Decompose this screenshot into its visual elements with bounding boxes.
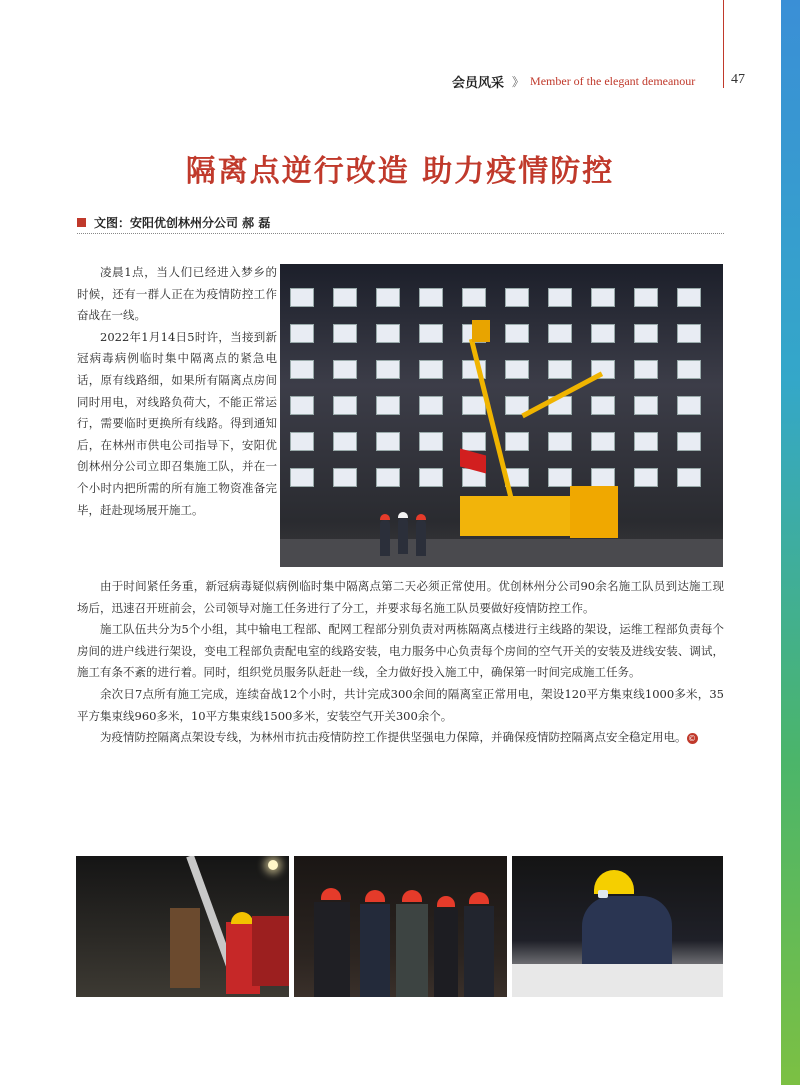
helmet-icon xyxy=(437,896,455,907)
building-window xyxy=(376,288,400,307)
byline-square-icon xyxy=(77,218,86,227)
paragraph: 施工队伍共分为5个小组，其中输电工程部、配网工程部分别负责对两栋隔离点楼进行主线路的架设，运维工程部负责每个房间的进户线进行架设，变电工程部负责配电室的线路安装，电力服务中心负责每个房间的空气开关的安装及进线安装、调试，施工有条不紊的进行着。同时，组织党员服务队赶赴一线，全力做好投入施工中，确保第一时间完成施工任务。 xyxy=(77,622,724,680)
worker-figure xyxy=(464,906,494,997)
photo-worker-writing xyxy=(512,856,723,997)
worker-figure xyxy=(170,908,200,988)
page-number: 47 xyxy=(731,72,745,87)
building-window xyxy=(333,324,357,343)
building-window xyxy=(591,432,615,451)
helmet-icon xyxy=(402,890,422,902)
paragraph: 凌晨1点，当人们已经进入梦乡的时候，还有一群人正在为疫情防控工作奋战在一线。 xyxy=(77,265,277,323)
building-window xyxy=(677,324,701,343)
building-window xyxy=(591,396,615,415)
helmet-icon xyxy=(469,892,489,904)
red-vehicle xyxy=(252,916,289,986)
paragraph xyxy=(77,727,724,749)
worker-figure xyxy=(380,520,390,556)
building-window xyxy=(333,432,357,451)
worker-figure xyxy=(360,904,390,997)
building-window xyxy=(677,288,701,307)
worker-figure xyxy=(582,896,672,966)
building-window xyxy=(419,288,443,307)
worker-figure xyxy=(314,902,350,997)
building-window xyxy=(376,468,400,487)
worker-figure xyxy=(398,518,408,554)
photo-workers-at-pole xyxy=(76,856,289,997)
building-window xyxy=(376,396,400,415)
building-window xyxy=(548,432,572,451)
helmet-icon xyxy=(231,912,253,924)
building-window xyxy=(505,324,529,343)
worker-figure xyxy=(396,904,428,997)
building-window xyxy=(462,288,486,307)
building-window xyxy=(376,360,400,379)
truck-body xyxy=(460,496,580,536)
building-window xyxy=(591,324,615,343)
building-window xyxy=(634,360,658,379)
building-window xyxy=(419,360,443,379)
building-window xyxy=(376,324,400,343)
paragraph: 余次日7点所有施工完成，连续奋战12个小时，共计完成300余间的隔离室正常用电，架设120平方集束线1000多米，35平方集束线960多米，10平方集束线1500多米，安装空气开关300余个。 xyxy=(77,686,724,723)
paragraph-text: 为疫情防控隔离点架设专线，为林州市抗击疫情防控工作提供坚强电力保障，并确保疫情防控隔离点安全稳定用电。 xyxy=(100,730,687,745)
byline xyxy=(77,214,270,231)
header-divider-line xyxy=(723,0,724,88)
section-name: 会员风采 xyxy=(452,75,505,91)
building-window xyxy=(634,288,658,307)
helmet-icon xyxy=(416,514,426,520)
chevron-icon: 》 xyxy=(512,74,525,89)
full-width-text xyxy=(77,576,724,749)
photo-inspection-team xyxy=(294,856,507,997)
building-window xyxy=(677,360,701,379)
helmet-icon xyxy=(398,512,408,518)
building-window xyxy=(462,396,486,415)
building-window xyxy=(333,468,357,487)
building-window xyxy=(548,324,572,343)
building-window xyxy=(333,288,357,307)
building-window xyxy=(462,432,486,451)
building-window xyxy=(548,288,572,307)
building-window xyxy=(333,396,357,415)
building-window xyxy=(505,288,529,307)
building-window xyxy=(290,288,314,307)
building-window xyxy=(634,324,658,343)
column-text xyxy=(77,262,277,521)
building-window xyxy=(333,360,357,379)
street-lamp-icon xyxy=(268,860,278,870)
dotted-divider xyxy=(77,233,724,234)
end-mark-icon: © xyxy=(688,733,696,743)
building-window xyxy=(419,396,443,415)
helmet-icon xyxy=(321,888,341,900)
truck-cab xyxy=(570,486,618,538)
section-subtitle: Member of the elegant demeanour xyxy=(530,73,696,88)
worker-figure xyxy=(416,520,426,556)
paragraph: 由于时间紧任务重，新冠病毒疑似病例临时集中隔离点第二天必须正常使用。优创林州分公司90余名施工队员到达施工现场后，迅速召开班前会，公司领导对施工任务进行了分工，并要求每名施工队员要做好疫情防控工作。 xyxy=(77,579,724,615)
building-window xyxy=(290,360,314,379)
building-window xyxy=(677,468,701,487)
document-paper xyxy=(512,964,723,997)
building-window xyxy=(677,432,701,451)
building-window xyxy=(548,468,572,487)
crane-basket xyxy=(472,320,490,342)
building-window xyxy=(290,396,314,415)
building-window xyxy=(548,360,572,379)
article-title: 隔离点逆行改造 助力疫情防控 xyxy=(185,154,615,189)
building-window xyxy=(634,396,658,415)
helmet-icon xyxy=(365,890,385,902)
building-window xyxy=(677,396,701,415)
worker-figure xyxy=(434,908,458,997)
ground xyxy=(280,539,723,567)
building-window xyxy=(376,432,400,451)
building-window xyxy=(290,324,314,343)
building-window xyxy=(419,324,443,343)
building-window xyxy=(290,432,314,451)
building-window xyxy=(634,432,658,451)
helmet-icon xyxy=(380,514,390,520)
building-window xyxy=(634,468,658,487)
building-window xyxy=(290,468,314,487)
byline-text: 文图：安阳优创林州分公司 郝 磊 xyxy=(94,216,271,230)
building-window xyxy=(505,432,529,451)
building-window xyxy=(419,468,443,487)
building-window xyxy=(505,360,529,379)
building-window xyxy=(419,432,443,451)
paragraph: 2022年1月14日5时许，当接到新冠病毒病例临时集中隔离点的紧急电话，原有线路细，如果所有隔离点房间同时用电，对线路负荷大，不能正常运行，需要临时更换所有线路。得到通知后，在林州市供电公司指导下，安阳优创林州分公司立即召集施工队，并在一个小时内把所需的所有施工物资准备完毕，赶赴现场展开施工。 xyxy=(77,329,277,517)
building-window xyxy=(591,288,615,307)
main-photo-night-construction xyxy=(280,264,723,567)
page-header xyxy=(452,70,695,92)
headlamp-icon xyxy=(598,890,608,898)
building-window xyxy=(591,468,615,487)
